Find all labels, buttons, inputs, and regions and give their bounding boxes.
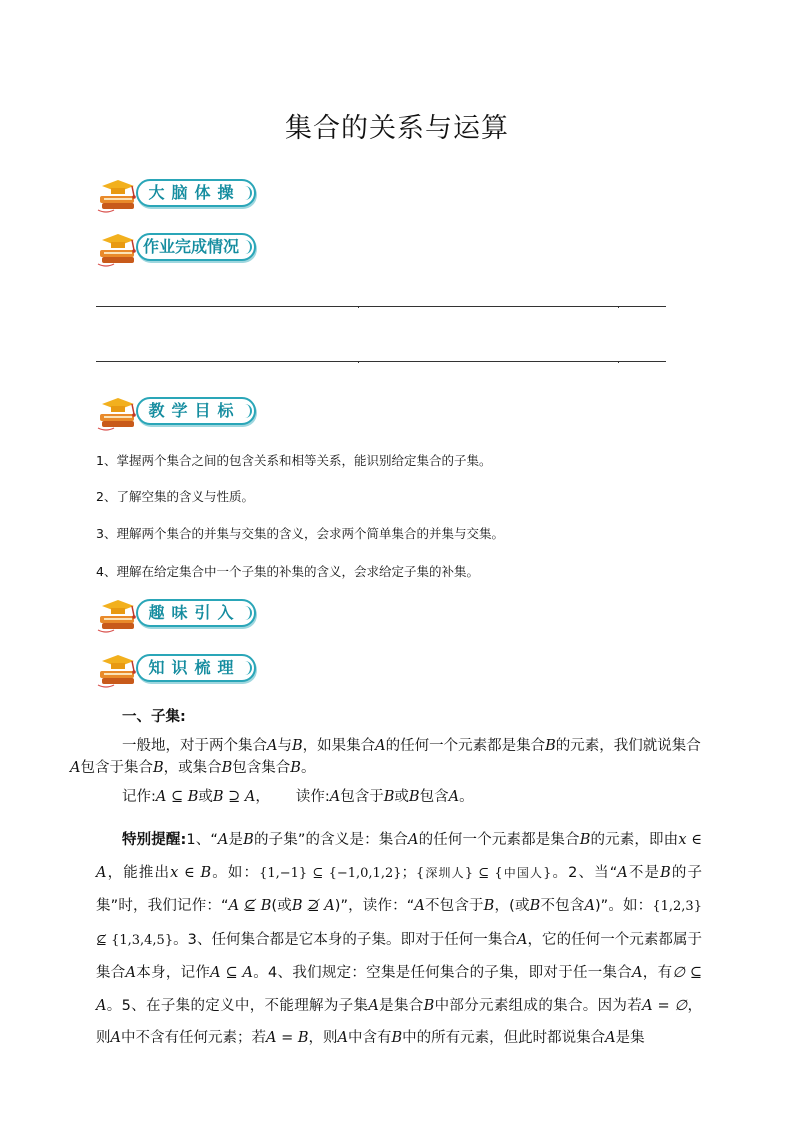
math-var: A xyxy=(605,1030,616,1046)
math-var: A xyxy=(329,789,341,805)
math-var: A xyxy=(110,1030,121,1046)
banner-pill-tail xyxy=(244,661,252,675)
math-var: A xyxy=(632,965,643,981)
math-formula: {1,2,3} ⊈ {1,3,4,5} xyxy=(96,899,702,948)
text: 不包含 xyxy=(540,898,585,914)
banner-knowledge-review xyxy=(96,647,260,691)
math-formula: B ⊉ A xyxy=(291,898,335,914)
text: 包含于集合 xyxy=(80,760,153,776)
banner-label: 教学目标 xyxy=(148,401,241,420)
banner-teaching-goals xyxy=(96,390,260,434)
text: ) xyxy=(334,898,341,914)
text: 或 xyxy=(198,789,213,805)
text: 的子 xyxy=(670,864,702,881)
text: 中含有 xyxy=(347,1030,392,1046)
notation-paragraph xyxy=(122,788,702,806)
math-formula: A = B xyxy=(265,1030,309,1046)
math-var: A xyxy=(337,1030,348,1046)
banner-label: 作业完成情况 xyxy=(142,237,239,256)
banner-label: 大脑体操 xyxy=(148,183,241,202)
text: 1、“ xyxy=(186,832,218,848)
math-var: A xyxy=(584,898,595,914)
note-label: 特别提醒: xyxy=(122,832,187,848)
math-var: B xyxy=(221,760,233,776)
line-joint xyxy=(358,306,359,308)
banner-pill xyxy=(136,397,256,425)
text: ， xyxy=(255,789,270,805)
text: 深圳人 xyxy=(424,865,465,880)
section-heading-subset: 一、子集: xyxy=(122,709,186,725)
math-var: A xyxy=(125,965,137,981)
text: 。5、在子集的定义中，不能理解为子集 xyxy=(106,997,369,1014)
math-var: A xyxy=(267,738,278,754)
math-var: B xyxy=(290,760,301,776)
goal-item: 1、掌握两个集合之间的包含关系和相等关系，能识别给定集合的子集。 xyxy=(96,453,492,468)
banner-pill-tail xyxy=(244,404,252,418)
text: 的元素，我们就说集合 xyxy=(555,738,701,754)
text: ，它的任何一个元素都 xyxy=(527,931,673,948)
math-var: B xyxy=(529,898,541,914)
math-var: B xyxy=(423,997,435,1014)
definition-paragraph xyxy=(70,737,704,777)
text: 集”时，我们记作：“ xyxy=(96,898,229,914)
math-var: A xyxy=(217,832,229,848)
text: 的任何一个元素都是集合 xyxy=(418,832,580,848)
text: ，则 xyxy=(308,1030,338,1046)
text: 不是 xyxy=(627,864,661,881)
math-var: B xyxy=(243,832,254,848)
math-formula: B ⊇ A xyxy=(212,789,256,805)
page-title: 集合的关系与运算 xyxy=(285,113,509,144)
text: 是集 xyxy=(615,1030,645,1046)
line-joint xyxy=(358,361,359,363)
text: 中的所有元素，但此时都说集合 xyxy=(402,1030,606,1046)
math-var: B xyxy=(383,789,395,805)
text: 。 xyxy=(300,760,316,776)
text: 或 xyxy=(394,789,409,805)
banner-pill-tail xyxy=(244,240,252,254)
math-var: A xyxy=(516,931,528,948)
math-var: A xyxy=(617,864,628,881)
math-var: B xyxy=(579,832,591,848)
text: )”。如： xyxy=(595,898,653,914)
text: 读作: xyxy=(295,789,330,805)
text: 不包含于 xyxy=(424,898,484,914)
math-brace: { xyxy=(416,865,425,881)
banner-label: 知识梳理 xyxy=(148,658,241,677)
text: 一般地，对于两个集合 xyxy=(122,738,267,754)
banner-pill xyxy=(136,233,256,261)
text: ； xyxy=(401,864,416,881)
text: 包含集合 xyxy=(232,760,291,776)
math-var: A xyxy=(375,738,386,754)
math-brace: } xyxy=(543,865,552,881)
banner-pill xyxy=(136,654,256,682)
text: 。3、任何集合都是它本身的子集。即对于任何一集合 xyxy=(173,931,517,948)
math-formula: A ⊆ B xyxy=(155,789,199,805)
text: ，(或 xyxy=(494,898,530,914)
text: 。 xyxy=(459,789,474,805)
text: 本身，记作 xyxy=(136,965,211,981)
text: 是集合 xyxy=(378,997,424,1014)
banner-label: 趣味引入 xyxy=(148,603,241,622)
text: 与 xyxy=(277,738,292,754)
text: 中国人 xyxy=(502,865,544,880)
math-formula: A = ∅ xyxy=(642,997,688,1014)
goal-item: 2、了解空集的含义与性质。 xyxy=(96,489,254,504)
text: ，有 xyxy=(642,965,673,981)
text: (或 xyxy=(271,898,292,914)
math-formula: ∅ ⊆ A xyxy=(96,965,703,1014)
line-joint xyxy=(618,361,619,363)
math-var: A xyxy=(414,898,425,914)
text: 是 xyxy=(228,832,244,848)
math-var: B xyxy=(483,898,495,914)
text: 的任何一个元素都是集合 xyxy=(385,738,546,754)
math-brace: } ⊆ { xyxy=(464,865,503,881)
math-var: B xyxy=(545,738,556,754)
text: 记作: xyxy=(122,789,156,805)
text: ，则 xyxy=(96,997,703,1046)
banner-homework-status xyxy=(96,226,260,270)
line-2 xyxy=(70,759,315,777)
text: 中部分元素组成的集合。因为若 xyxy=(434,997,643,1014)
math-var: A xyxy=(448,789,460,805)
math-formula: x ∈ B xyxy=(170,864,212,881)
math-var: B xyxy=(291,738,303,754)
banner-pill xyxy=(136,179,256,207)
text: 的子集”的含义是：集合 xyxy=(253,832,409,848)
math-var: A xyxy=(368,997,379,1014)
math-formula: A ⊆ A xyxy=(210,965,254,981)
banner-pill-tail xyxy=(244,186,252,200)
line-joint xyxy=(618,306,619,308)
math-var: B xyxy=(408,789,420,805)
text: 包含于 xyxy=(340,789,384,805)
answer-line-2 xyxy=(96,361,666,362)
text: 。如： xyxy=(211,864,260,881)
banner-brain-exercise xyxy=(96,172,260,216)
math-var: A xyxy=(408,832,419,848)
math-formula: A ⊈ B xyxy=(228,898,272,914)
goal-item: 4、理解在给定集合中一个子集的补集的含义，会求给定子集的补集。 xyxy=(96,564,479,579)
text: ”，读作：“ xyxy=(340,898,415,914)
math-var: B xyxy=(660,864,671,881)
banner-pill-tail xyxy=(244,606,252,620)
text: ，或集合 xyxy=(163,760,222,776)
math-formula: x ∈ A xyxy=(96,832,702,881)
math-formula: {1,−1} ⊆ {−1,0,1,2} xyxy=(259,865,402,881)
banner-fun-intro xyxy=(96,592,260,636)
answer-line-1 xyxy=(96,306,666,307)
math-var: B xyxy=(391,1030,403,1046)
text: ，如果集合 xyxy=(302,738,376,754)
math-var: B xyxy=(152,760,164,776)
math-var: A xyxy=(70,760,81,776)
text: ，能推出 xyxy=(106,864,171,881)
text: 包含 xyxy=(419,789,449,805)
banner-pill xyxy=(136,599,256,627)
text: 属于集合 xyxy=(96,931,702,981)
text: 。4、我们规定：空集是任何集合的子集，即对于任一集合 xyxy=(253,965,633,981)
text: 的元素，即由 xyxy=(590,832,679,848)
text: 中不含有任何元素；若 xyxy=(120,1030,266,1046)
text: 。2、当“ xyxy=(551,864,618,881)
special-note-paragraph xyxy=(96,824,702,1055)
goal-item: 3、理解两个集合的并集与交集的含义，会求两个简单集合的并集与交集。 xyxy=(96,526,504,541)
